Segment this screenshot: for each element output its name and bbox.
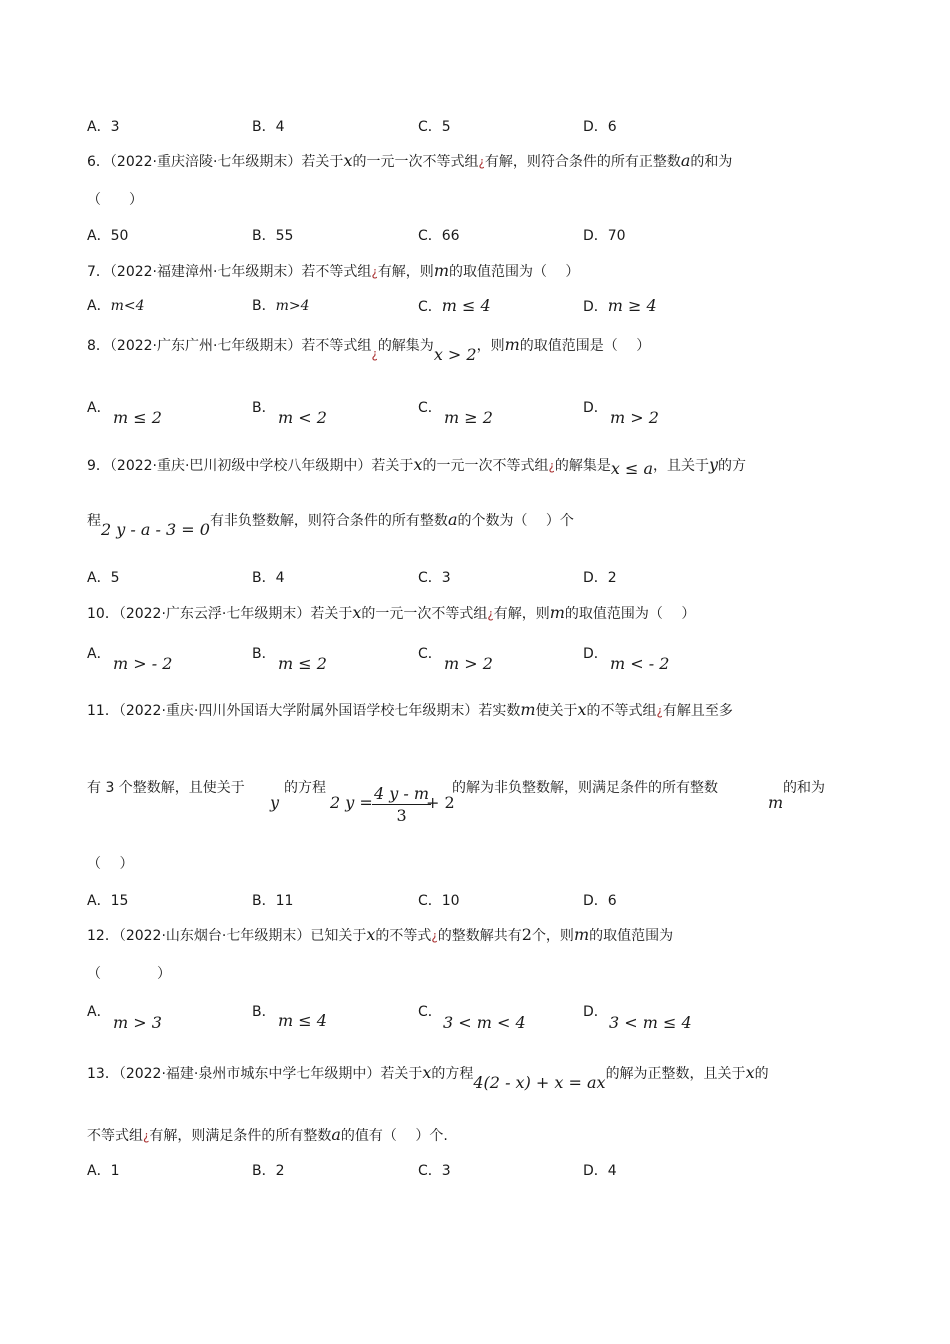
q8-option-d: m > 2 [610,408,659,427]
q8-option-d-label: D． [583,400,608,416]
q11-eq-right: + 2 [426,793,455,812]
q7-stem: 7．（2022·福建漳州·七年级期末）若不等式组¿有解，则m的取值范围为（ ） [87,261,580,280]
q9-stem-line2: 程2 y - a - 3 = 0有非负整数解，则符合条件的所有整数a的个数为（ ）个 [87,510,574,539]
q11-option-c: C．10 [418,893,460,909]
q8-option-b-label: B． [252,400,276,416]
q11-stem-line2-mid: 的方程 [284,780,326,796]
q12-stem: 12．（2022·山东烟台·七年级期末）已知关于x的不等式¿的整数解共有2个，则m的取值范围为 [87,925,674,944]
q11-frac-den: 3 [396,806,407,825]
q13-option-a: A．1 [87,1163,120,1179]
q7-option-a: A．m<4 [87,298,145,314]
q12-option-c-label: C． [418,1004,442,1020]
q13-stem-line1: 13．（2022·福建·泉州市城东中学七年级期中）若关于x的方程4(2 - x) + x = ax的解为正整数，且关于x的 [87,1063,769,1092]
q7-option-b: B．m>4 [252,298,310,314]
q12-answer-bracket: （ ） [87,966,171,982]
q11-frac-num: 4 y - m [374,784,430,803]
q10-option-d-label: D． [583,646,608,662]
q8-option-c: m ≥ 2 [444,408,493,427]
q11-answer-bracket: （ ） [87,856,134,872]
q10-option-b: m ≤ 2 [278,654,327,673]
q10-option-a-label: A． [87,646,111,662]
q12-option-a: m > 3 [113,1013,162,1032]
q12-option-d-label: D． [583,1004,608,1020]
q11-stem-line1: 11．（2022·重庆·四川外国语大学附属外国语学校七年级期末）若实数m使关于x的不等式组¿有解且至多 [87,700,733,719]
q11-stem-line2-end: 的和为 [783,780,825,796]
q11-option-b: B．11 [252,893,294,909]
q8-option-a: m ≤ 2 [113,408,162,427]
q5-option-c: C．5 [418,119,451,135]
q11-stem-line2-post: 的解为非负整数解，则满足条件的所有整数 [452,780,718,796]
q13-option-c: C．3 [418,1163,451,1179]
q5-option-a: A．3 [87,119,120,135]
q11-fraction [372,784,431,827]
q10-option-d: m < - 2 [610,654,670,673]
q6-option-b: B．55 [252,228,294,244]
q12-option-a-label: A． [87,1004,111,1020]
q9-option-b: B．4 [252,570,285,586]
q9-option-d: D．2 [583,570,617,586]
q12-option-d: 3 < m ≤ 4 [609,1013,692,1032]
q11-eq-left: 2 y = [330,793,373,812]
q9-option-a: A．5 [87,570,120,586]
q11-stem-line2-pre: 有 3 个整数解，且使关于 [87,780,245,796]
q8-option-a-label: A． [87,400,111,416]
q12-option-b-label: B． [252,1004,276,1020]
q6-answer-bracket: （ ） [87,192,143,208]
q6-stem-line1: 6．（2022·重庆涪陵·七年级期末）若关于x的一元一次不等式组¿有解，则符合条件的所有正整数a的和为 [87,151,733,170]
q10-stem: 10．（2022·广东云浮·七年级期末）若关于x的一元一次不等式组¿有解，则m的取值范围为（ ） [87,603,696,622]
q7-option-c: C．m ≤ 4 [418,296,491,315]
q8-option-c-label: C． [418,400,442,416]
q9-option-c: C．3 [418,570,451,586]
q6-option-d: D．70 [583,228,626,244]
q11-option-a: A．15 [87,893,129,909]
q8-option-b: m < 2 [278,408,327,427]
q5-option-b: B．4 [252,119,285,135]
q9-stem-line1: 9．（2022·重庆·巴川初级中学校八年级期中）若关于x的一元一次不等式组¿的解集是x ≤ a，且关于y的方 [87,455,747,478]
q10-option-a: m > - 2 [113,654,173,673]
q13-stem-line2: 不等式组¿有解，则满足条件的所有整数a的值有（ ）个. [87,1125,448,1144]
q10-option-b-label: B． [252,646,276,662]
q12-option-b: m ≤ 4 [278,1011,327,1030]
q8-stem: 8．（2022·广东广州·七年级期末）若不等式组¿的解集为x > 2，则m的取值范围是（ ） [87,335,651,364]
q11-var-m: m [768,793,784,812]
q10-option-c-label: C． [418,646,442,662]
q10-option-c: m > 2 [444,654,493,673]
q12-option-c: 3 < m < 4 [443,1013,526,1032]
q6-option-c: C．66 [418,228,460,244]
q5-option-d: D．6 [583,119,617,135]
q6-option-a: A．50 [87,228,129,244]
q11-option-d: D．6 [583,893,617,909]
q13-option-b: B．2 [252,1163,285,1179]
q11-var-y: y [270,793,280,812]
q13-option-d: D．4 [583,1163,617,1179]
q7-option-d: D．m ≥ 4 [583,296,657,315]
